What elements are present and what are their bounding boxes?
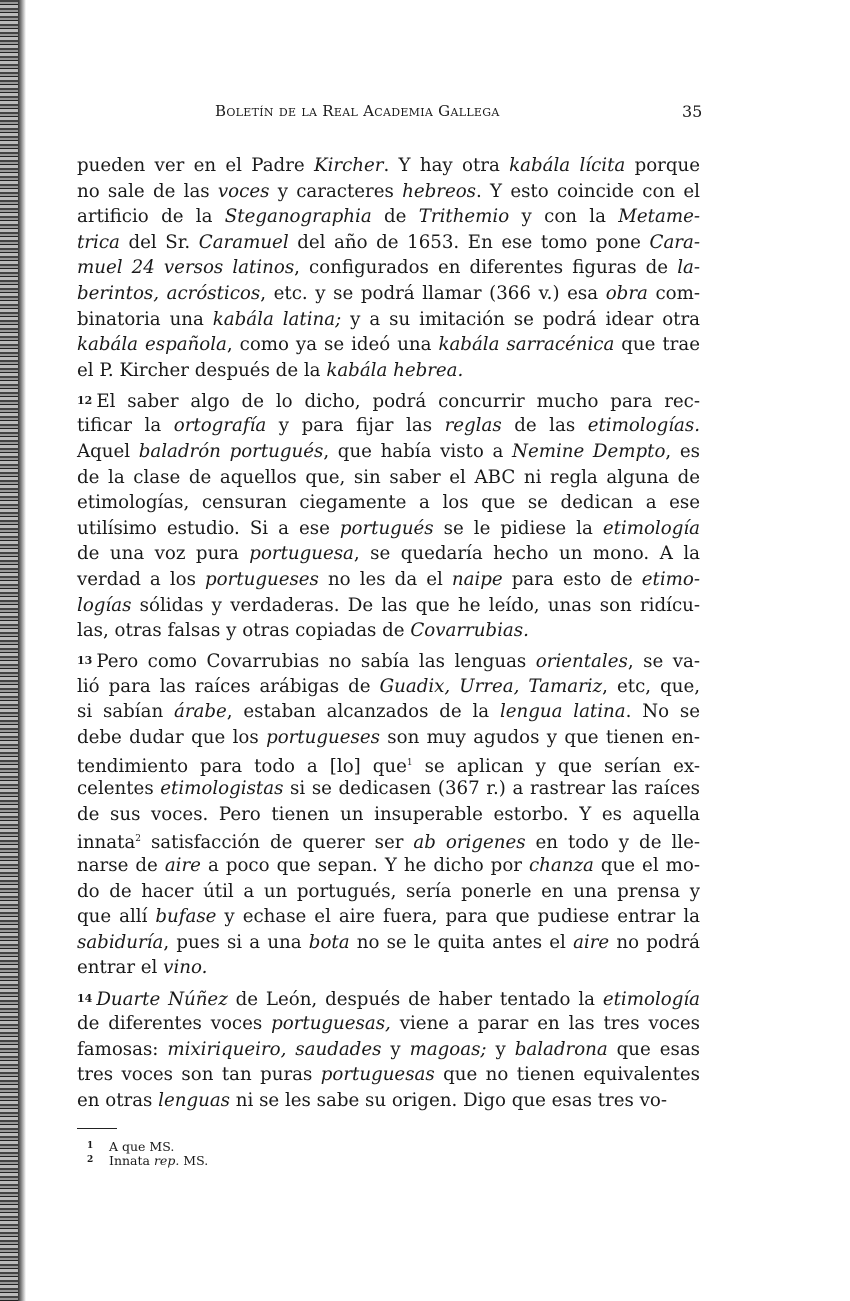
text-segment: entrar el — [77, 957, 164, 979]
text-segment: del año de 1653. En ese tomo pone — [288, 231, 650, 253]
text-segment: Aquel — [77, 441, 139, 463]
text-line — [77, 307, 700, 333]
text-segment: que el mo- — [593, 855, 700, 877]
text-line — [77, 255, 700, 281]
text-line — [77, 413, 700, 439]
text-segment: satisfacción de querer ser — [140, 832, 414, 854]
text-segment: , pues si a una — [163, 931, 309, 953]
text-line — [77, 1011, 700, 1037]
italic-text: kabála sarracénica — [438, 334, 615, 356]
italic-text: portuguesas, — [271, 1013, 391, 1035]
text-segment: pueden ver en el Padre — [77, 155, 314, 176]
italic-text: orientales — [535, 651, 628, 673]
italic-text: Guadix, Urrea, Tamariz — [379, 675, 603, 697]
italic-text: kabála española — [77, 334, 227, 356]
text-segment: de — [371, 206, 419, 228]
text-segment: . Y hay otra — [383, 155, 510, 176]
text-segment: y — [486, 1038, 515, 1060]
italic-text: aire — [164, 855, 201, 877]
text-segment: de León, después de haber tentado la — [227, 988, 603, 1010]
text-segment: viene a parar en las tres voces — [390, 1013, 700, 1035]
italic-text: kabála hebrea. — [326, 359, 464, 381]
text-segment: Pero como Covarrubias no sabía las lenguas — [96, 651, 536, 673]
text-segment: las, otras falsas y otras copiadas de — [77, 620, 411, 642]
text-line — [77, 827, 700, 853]
text-segment: com- — [647, 282, 701, 304]
text-line — [77, 802, 700, 828]
text-segment: y con la — [509, 206, 619, 228]
text-line — [77, 204, 700, 230]
text-segment: , es — [665, 441, 700, 463]
text-segment: , se quedaría hecho un mono. A la — [353, 543, 700, 565]
text-segment: son muy agudos y que tienen en- — [379, 727, 700, 749]
text-line — [77, 879, 700, 905]
italic-text: portugués — [339, 517, 434, 539]
italic-text: Metame- — [618, 206, 700, 228]
text-segment: , como ya se ideó una — [226, 334, 439, 356]
text-line — [77, 490, 700, 516]
text-line — [77, 776, 700, 802]
paragraph-number: 13 — [77, 654, 93, 668]
text-segment: , se va- — [627, 651, 700, 673]
text-segment: etimologías, censuran ciegamente a los que se dedican a ese — [77, 492, 700, 514]
text-segment: para esto de — [502, 569, 642, 590]
italic-text: Nemine Dempto — [512, 441, 666, 463]
text-line — [77, 955, 700, 981]
italic-text: ab origenes — [413, 832, 526, 854]
body-text — [77, 153, 700, 1113]
text-segment: tificar la — [77, 415, 174, 437]
italic-text: muel 24 versos latinos — [77, 257, 295, 279]
text-line — [77, 516, 700, 542]
paragraph-number: 14 — [77, 991, 93, 1005]
text-segment: famosas: — [77, 1038, 168, 1060]
text-segment: y — [381, 1038, 410, 1060]
text-line — [77, 674, 700, 700]
footnote-rule — [77, 1128, 117, 1129]
text-segment: que allí — [77, 906, 156, 928]
italic-text: lengua latina — [499, 701, 626, 723]
text-line — [77, 1062, 700, 1088]
italic-text: lenguas — [158, 1089, 230, 1111]
italic-text: bufase — [155, 906, 217, 928]
italic-text: mixiriqueiro, saudades — [167, 1038, 382, 1060]
italic-text: Caramuel — [198, 231, 289, 253]
text-segment: binatoria una — [77, 308, 213, 330]
text-segment: se le pidiese la — [433, 517, 603, 539]
text-line — [77, 332, 700, 358]
footnote-ref: 1 — [406, 757, 413, 768]
text-line — [77, 388, 700, 414]
italic-text: Duarte Núñez — [96, 988, 228, 1010]
text-segment: de sus voces. Pero tienen un insuperable estorbo. Y es aquella — [77, 803, 700, 825]
italic-text: portugueses — [205, 569, 319, 590]
text-line — [77, 648, 700, 674]
text-segment: El saber algo de lo dicho, podrá concurrir mucho para rec- — [96, 390, 700, 412]
footnote-2 — [87, 1154, 208, 1167]
text-line — [77, 751, 700, 777]
text-segment: se aplican y que serían ex- — [412, 755, 700, 777]
italic-text: sabiduría — [77, 931, 164, 953]
text-segment: de una voz pura — [77, 543, 250, 565]
text-segment: a poco que sepan. Y he dicho por — [200, 855, 529, 877]
italic-text: Steganographia — [224, 206, 372, 228]
text-segment: no les da el — [318, 569, 452, 590]
italic-text: portugueses — [266, 727, 380, 749]
text-segment: y echase el aire fuera, para que pudiese entrar la — [216, 906, 700, 928]
text-segment: si se dedicasen (367 r.) a rastrear las raíces — [283, 778, 701, 800]
text-line — [77, 1037, 700, 1063]
text-segment: del Sr. — [119, 231, 199, 253]
text-line — [77, 439, 700, 465]
text-line — [77, 358, 700, 384]
italic-text: berintos, acrósticos — [77, 282, 261, 304]
text-segment: verdad a los — [77, 569, 206, 590]
text-line — [77, 986, 700, 1012]
text-segment: narse de — [77, 855, 165, 877]
text-line — [77, 725, 700, 751]
text-line — [77, 593, 700, 619]
text-segment: tendimiento para todo a [lo] que — [77, 755, 407, 777]
italic-text: etimología — [602, 517, 700, 539]
text-segment: de la clase de aquellos que, sin saber el ABC ni regla alguna de — [77, 466, 700, 488]
text-line — [77, 541, 700, 567]
italic-text: aire — [573, 931, 610, 953]
text-line — [77, 930, 700, 956]
italic-text: vino. — [163, 957, 208, 979]
text-segment: si sabían — [77, 701, 174, 723]
text-line — [77, 153, 700, 179]
italic-text: logías — [77, 594, 132, 616]
text-segment: sólidas y verdaderas. De las que he leído, unas son ridícu- — [131, 594, 700, 616]
text-segment: . No se — [625, 701, 700, 723]
italic-text: obra — [605, 282, 648, 304]
italic-text: kabála latina; — [212, 308, 342, 330]
italic-text: etimologistas — [160, 778, 284, 800]
italic-text: magoas; — [409, 1038, 487, 1060]
footnote-1 — [87, 1140, 174, 1153]
footnote-number: 2 — [87, 1155, 94, 1165]
italic-text: Cara- — [649, 231, 700, 253]
text-segment: lió para las raíces arábigas de — [77, 675, 380, 697]
italic-text: árabe — [173, 701, 227, 723]
text-segment: celentes — [77, 778, 161, 800]
text-line — [77, 179, 700, 205]
text-segment: que no tienen equivalentes — [434, 1064, 700, 1086]
italic-text: bota — [308, 931, 350, 953]
italic-text: reglas — [444, 415, 502, 437]
running-header: Boletín de la Real Academia Gallega — [215, 102, 500, 120]
text-segment: no sale de las — [77, 180, 218, 202]
italic-text: baladrón portugués — [138, 441, 324, 463]
text-segment: , que había visto a — [323, 441, 513, 463]
italic-text: portuguesa — [249, 543, 354, 565]
text-segment: y para fijar las — [266, 415, 445, 437]
text-segment: no se le quita antes el — [349, 931, 574, 953]
italic-text: naipe — [451, 569, 503, 590]
italic-text: etimologías. — [587, 415, 700, 437]
footnote-number: 1 — [87, 1141, 94, 1151]
text-line — [77, 230, 700, 256]
footnote-text: Innata — [109, 1153, 154, 1168]
text-segment: , estaban alcanzados de la — [226, 701, 500, 723]
footnote-text: MS. — [179, 1153, 209, 1168]
text-segment: artificio de la — [77, 206, 225, 228]
italic-text: hebreos — [402, 180, 476, 202]
text-segment: debe dudar que los — [77, 727, 267, 749]
italic-text: la- — [677, 257, 700, 279]
text-segment: no podrá — [609, 931, 700, 953]
text-segment: de las — [501, 415, 588, 437]
text-segment: do de hacer útil a un portugués, sería ponerle en una prensa y — [77, 880, 700, 902]
text-segment: que trae — [614, 334, 700, 356]
text-segment: que esas — [607, 1038, 700, 1060]
italic-text: voces — [217, 180, 270, 202]
text-segment: y a su imitación se podrá idear otra — [341, 308, 700, 330]
paragraph-number: 12 — [77, 393, 93, 407]
text-segment: de diferentes voces — [77, 1013, 272, 1035]
text-line — [77, 618, 700, 644]
text-segment: tres voces son tan puras — [77, 1064, 321, 1086]
text-segment: , configurados en diferentes figuras de — [294, 257, 678, 279]
text-segment: el P. Kircher después de la — [77, 359, 327, 381]
text-segment: innata — [77, 832, 136, 854]
text-segment: . Y esto coincide con el — [476, 180, 700, 202]
italic-text: chanza — [529, 855, 594, 877]
text-segment: , etc. y se podrá llamar (366 v.) esa — [260, 282, 606, 304]
italic-text: Kircher — [313, 155, 384, 176]
italic-text: etimología — [602, 988, 701, 1010]
text-line — [77, 281, 700, 307]
text-segment: porque — [625, 155, 700, 176]
italic-text: Trithemio — [418, 206, 510, 228]
text-segment: y caracteres — [269, 180, 403, 202]
footnote-italic: rep. — [153, 1153, 180, 1168]
text-line — [77, 904, 700, 930]
text-segment: , etc, que, — [602, 675, 700, 697]
footnote-text: A que MS. — [109, 1139, 175, 1154]
text-segment: en otras — [77, 1089, 159, 1111]
italic-text: etimo- — [641, 569, 700, 590]
text-line — [77, 465, 700, 491]
italic-text: baladrona — [514, 1038, 608, 1060]
text-line — [77, 1088, 700, 1114]
italic-text: ortografía — [173, 415, 267, 437]
book-binding-edge — [0, 0, 26, 1301]
text-segment: en todo y de lle- — [525, 832, 700, 854]
text-line — [77, 853, 700, 879]
italic-text: portuguesas — [320, 1064, 435, 1086]
text-segment: utilísimo estudio. Si a ese — [77, 517, 340, 539]
page-number: 35 — [682, 102, 703, 121]
italic-text: Covarrubias. — [410, 620, 529, 642]
italic-text: kabála lícita — [509, 155, 626, 176]
text-segment: ni se les sabe su origen. Digo que esas tres vo- — [230, 1089, 667, 1111]
text-line — [77, 699, 700, 725]
text-line — [77, 567, 700, 593]
footnote-ref: 2 — [135, 834, 141, 845]
italic-text: trica — [77, 231, 120, 253]
